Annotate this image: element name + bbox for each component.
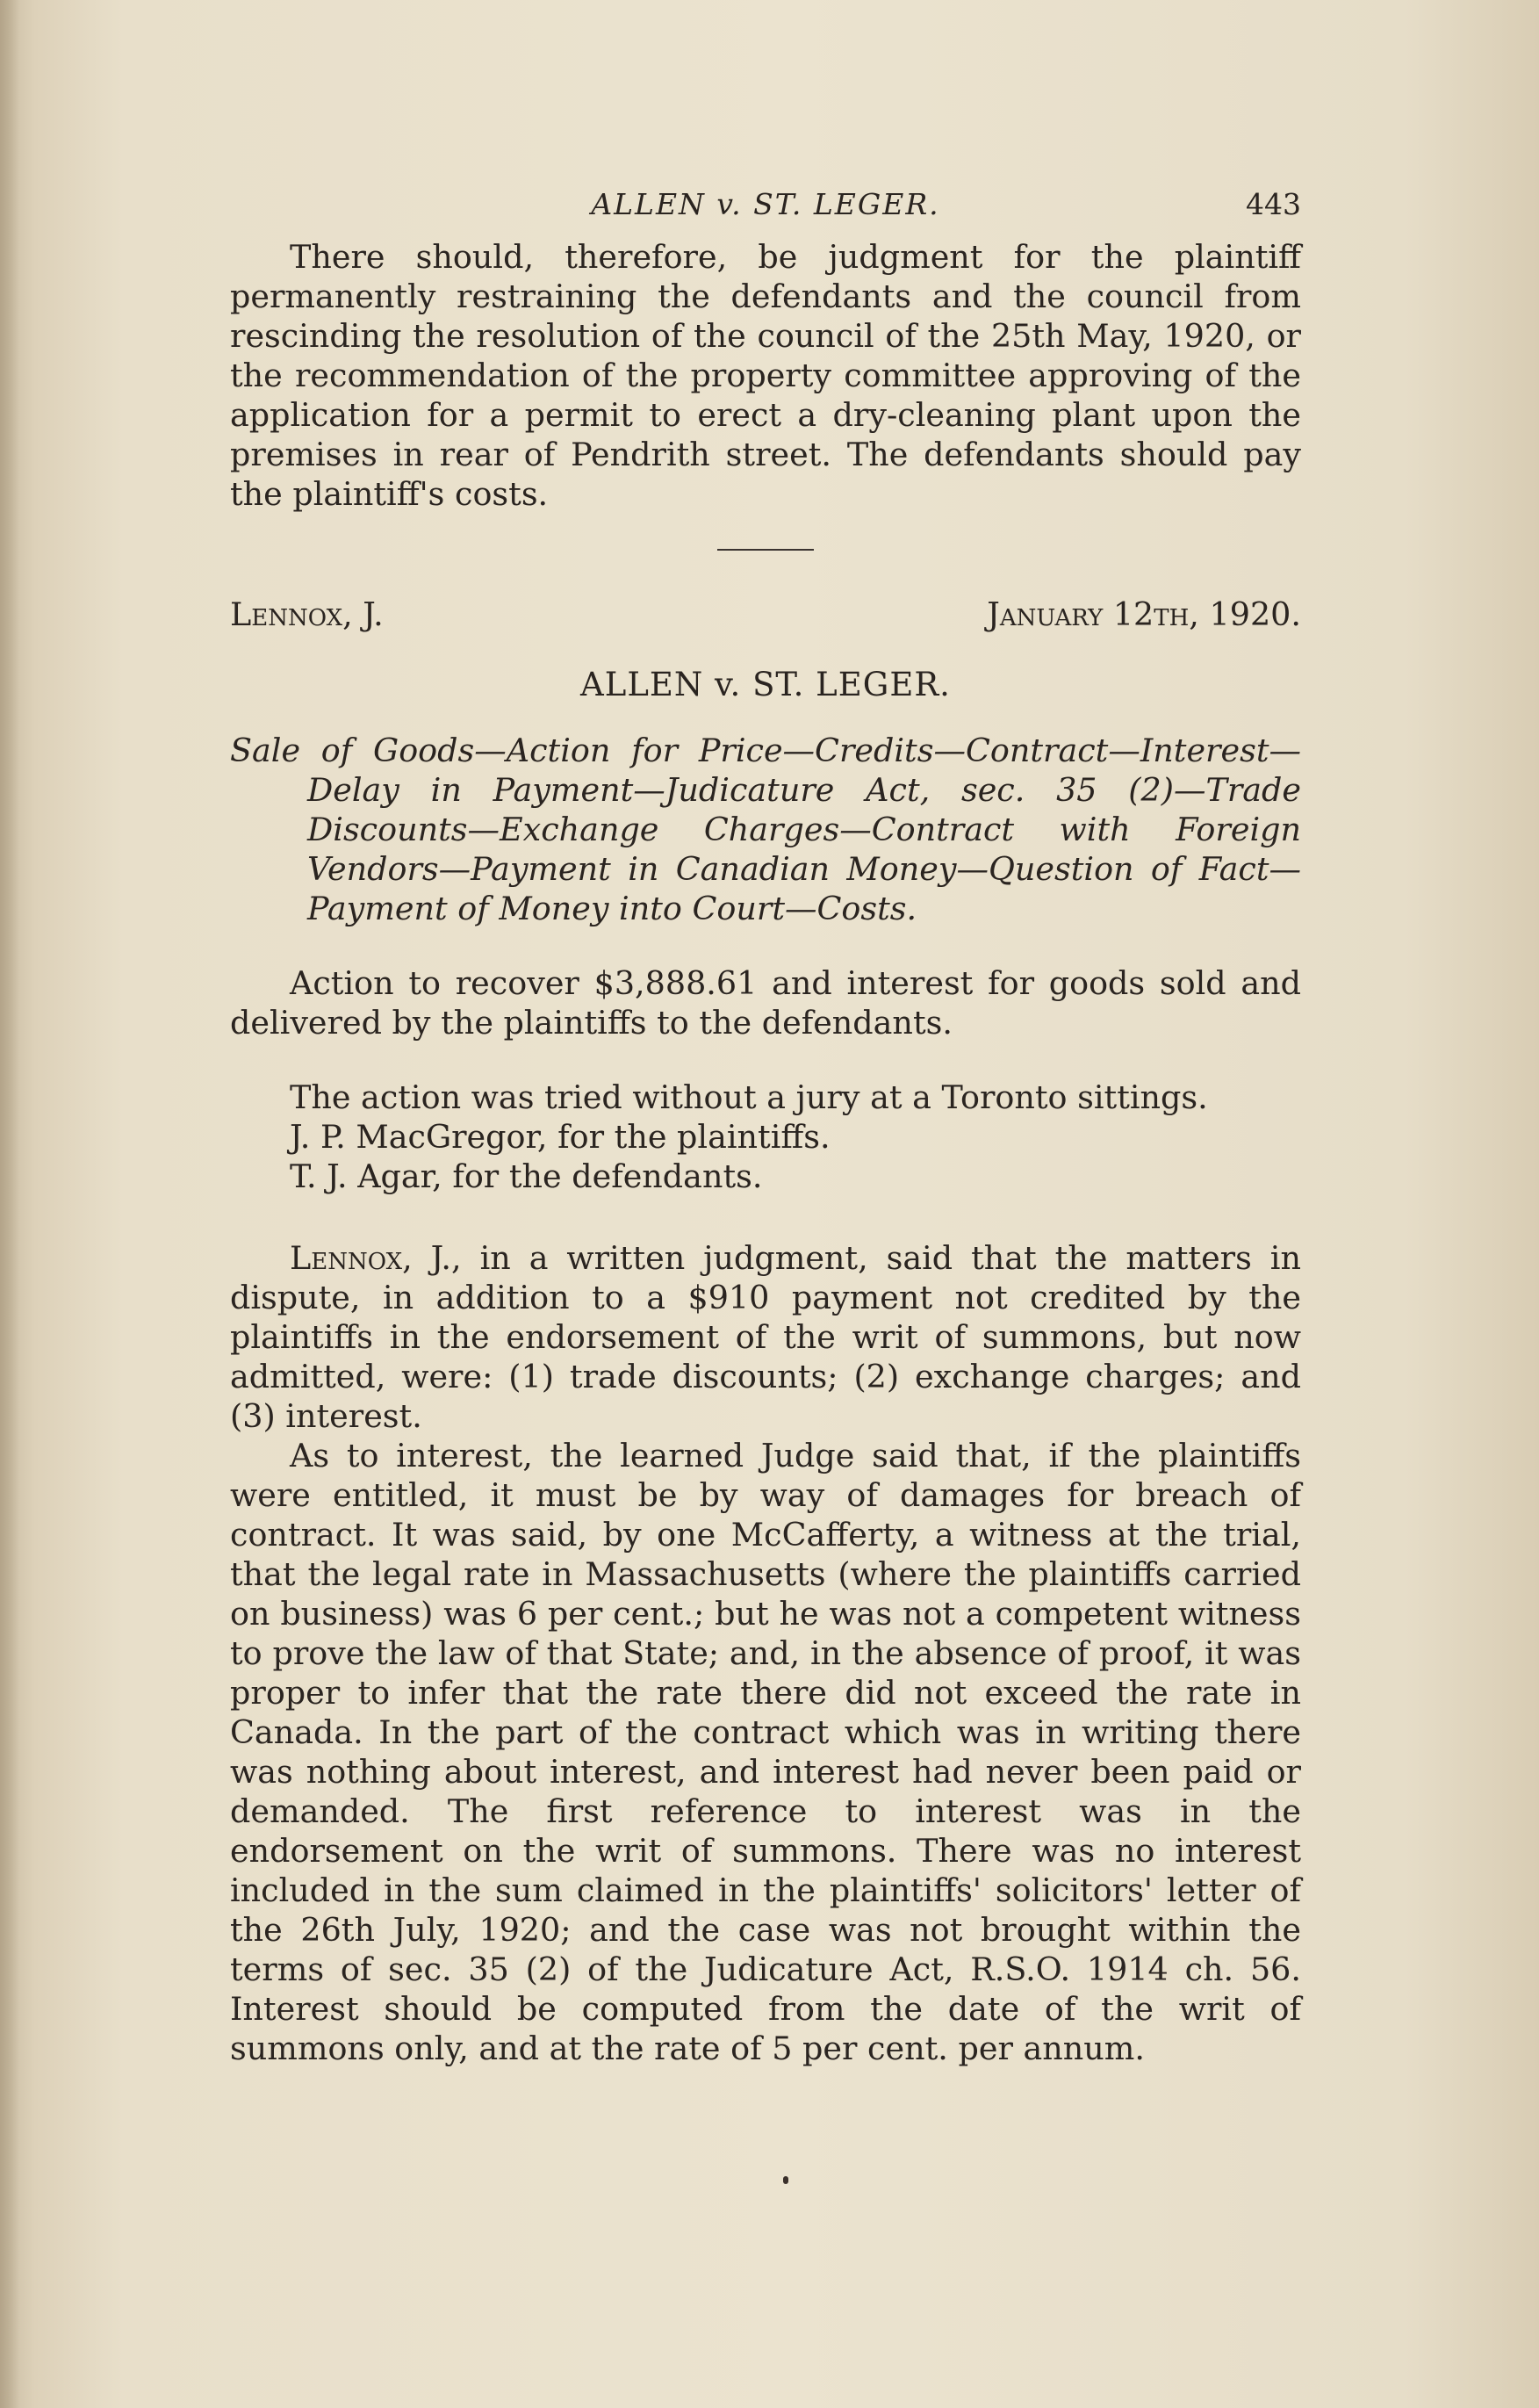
judgment-opening-text: , J., in a written judgment, said that the matters in dispute, in addition to a $910 payment not credited by the plaintiffs in the endorsement of the writ of summons, but now admitted, were: (1) trade discounts; (2) exchange charges; and (3) interest. <box>230 1239 1301 1435</box>
counsel-defendants: T. J. Agar, for the defendants. <box>290 1157 763 1195</box>
trial-note: The action was tried without a jury at a Toronto sittings. <box>290 1078 1208 1116</box>
running-title: ALLEN v. ST. LEGER. <box>591 187 940 221</box>
judge-name: Lennox, J. <box>230 595 384 633</box>
case-title: ALLEN v. ST. LEGER. <box>580 666 951 703</box>
judgment-interest-paragraph: As to interest, the learned Judge said that, if the plaintiffs were entitled, it must be by way of damages for breach of contract. It was said, by one McCafferty, a witness at the trial, that the legal rate in Massachusetts (where the plaintiffs carried on business) was 6 per cent.; but he was not a competent witness to prove the law of that State; and, in the absence of proof, it was proper to infer that the rate there did not exceed the rate in Canada. In the part of the contract which was in writing there was nothing about interest, and interest had never been paid or demanded. The first reference to interest was in the endorsement on the writ of summons. There was no interest included in the sum claimed in the plaintiffs' solicitors' letter of the 26th July, 1920; and the case was not brought within the terms of sec. 35 (2) of the Judicature Act, R.S.O. 1914 ch. 56. Interest should be computed from the date of the writ of summons only, and at the rate of 5 per cent. per annum. <box>230 1437 1301 2067</box>
section-divider <box>717 549 814 551</box>
case-header-line <box>230 595 1301 638</box>
page-content <box>230 184 1301 2068</box>
counsel-plaintiffs: J. P. MacGregor, for the plaintiffs. <box>290 1118 831 1156</box>
judgment-opening-paragraph <box>230 1238 1301 1436</box>
ink-speck <box>783 2176 788 2184</box>
headnote: Sale of Goods—Action for Price—Credits—Contract—Interest—Delay in Payment—Judicature Act, sec. 35 (2)—Trade Discounts—Exchange Charges—Contract with Foreign Vendors—Payment in Canadian Money—Question of Fact—Payment of Money into Court—Costs. <box>230 732 1301 927</box>
page-binding-edge <box>0 0 19 2408</box>
judgment-judge-name: Lennox <box>290 1239 403 1277</box>
page-number: 443 <box>1246 187 1301 221</box>
case-date: January 12th, 1920. <box>987 595 1301 633</box>
action-summary: Action to recover $3,888.61 and interest for goods sold and delivered by the plaintiffs to the defendants. <box>230 964 1301 1042</box>
prior-case-conclusion: There should, therefore, be judgment for the plaintiff permanently restraining the defendants and the council from rescinding the resolution of the council of the 25th May, 1920, or the recommendation of the property committee approving of the application for a permit to erect a dry-cleaning plant upon the premises in rear of Pendrith street. The defendants should pay the plaintiff's costs. <box>230 238 1301 513</box>
running-head <box>230 184 1301 237</box>
